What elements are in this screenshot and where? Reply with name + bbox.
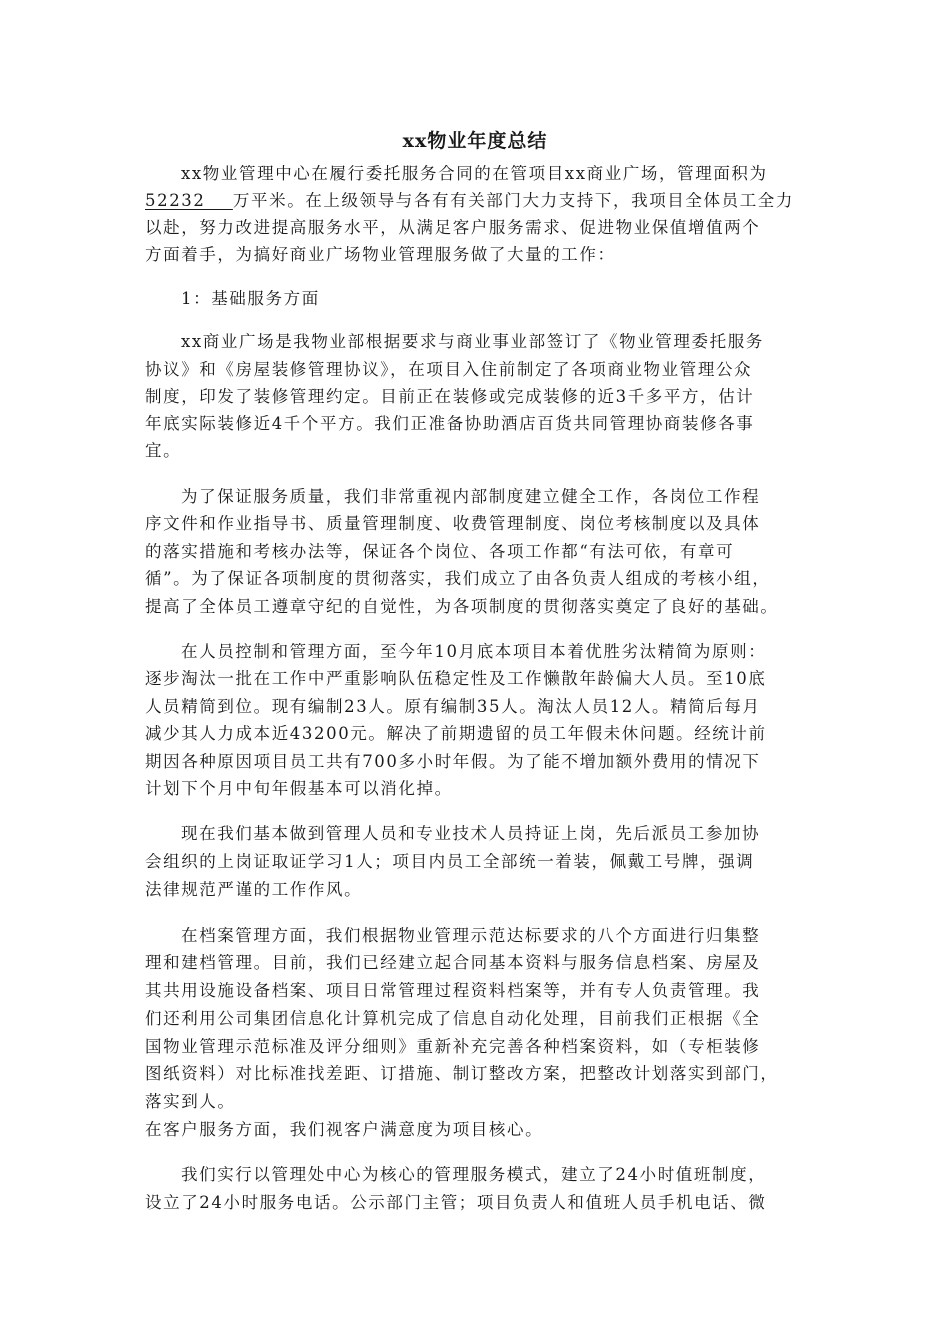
p2-line-5: 提高了全体员工遵章守纪的自觉性，为各项制度的贯彻落实奠定了良好的基础。 [145,597,779,616]
p5-line-2: 理和建档管理。目前，我们已经建立起合同基本资料与服务信息档案、房屋及 [145,953,761,972]
p4-line-1: 现在我们基本做到管理人员和专业技术人员持证上岗，先后派员工参加协 [181,824,761,843]
p3-line-1: 在人员控制和管理方面，至今年10月底本项目本着优胜劣汰精简为原则： [181,642,767,661]
p1-line-5: 宜。 [145,441,182,460]
p2-line-1: 为了保证服务质量，我们非常重视内部制度建立健全工作，各岗位工作程 [181,487,761,506]
p5-line-6: 图纸资料）对比标准找差距、订措施、制订整改方案，把整改计划落实到部门， [145,1064,779,1083]
intro-line-4: 方面着手，为搞好商业广场物业管理服务做了大量的工作： [145,245,616,264]
document-title: xx物业年度总结 [402,130,548,152]
p6-line-2: 设立了24小时服务电话。公示部门主管；项目负责人和值班人员手机电话、微 [145,1193,767,1212]
p3-line-4: 减少其人力成本近43200元。解决了前期遗留的员工年假未休问题。经统计前 [145,724,767,743]
p2-line-2: 序文件和作业指导书、质量管理制度、收费管理制度、岗位考核制度以及具体 [145,514,761,533]
intro-line-1: xx物业管理中心在履行委托服务合同的在管项目xx商业广场，管理面积为 [181,164,768,183]
intro-line-3: 以赴，努力改进提高服务水平，从满足客户服务需求、促进物业保值增值两个 [145,218,761,237]
p3-line-5: 期因各种原因项目员工共有700多小时年假。为了能不增加额外费用的情况下 [145,752,761,771]
p3-line-6: 计划下个月中旬年假基本可以消化掉。 [145,779,453,798]
p4-line-3: 法律规范严谨的工作作风。 [145,880,363,899]
p3-line-2: 逐步淘汰一批在工作中严重影响队伍稳定性及工作懒散年龄偏大人员。至10底 [145,669,767,688]
p5-line-1: 在档案管理方面，我们根据物业管理示范达标要求的八个方面进行归集整 [181,926,761,945]
intro-line-2 [145,191,794,211]
section-heading: 1：基础服务方面 [181,289,320,308]
p1-line-1: xx商业广场是我物业部根据要求与商业事业部签订了《物业管理委托服务 [181,332,764,351]
p2-line-3: 的落实措施和考核办法等，保证各个岗位、各项工作都“有法可依，有章可 [145,542,735,561]
p5-line-3: 其共用设施设备档案、项目日常管理过程资料档案等，并有专人负责管理。我 [145,981,761,1000]
p5-line-7: 落实到人。 [145,1092,236,1111]
p5-line-8: 在客户服务方面，我们视客户满意度为项目核心。 [145,1120,544,1139]
p5-line-4: 们还利用公司集团信息化计算机完成了信息自动化处理，目前我们正根据《全 [145,1009,761,1028]
p2-line-4: 循”。为了保证各项制度的贯彻落实，我们成立了由各负责人组成的考核小组， [145,569,771,588]
p5-line-5: 国物业管理示范标准及评分细则》重新补充完善各种档案资料，如（专柜装修 [145,1037,761,1056]
intro-line-2-rest: 万平米。在上级领导与各有有关部门大力支持下，我项目全体员工全力 [232,191,794,210]
p1-line-2: 协议》和《房屋装修管理协议》，在项目入住前制定了各项商业物业管理公众 [145,360,753,379]
p4-line-2: 会组织的上岗证取证学习1人；项目内员工全部统一着装，佩戴工号牌，强调 [145,852,755,871]
p3-line-3: 人员精简到位。现有编制23人。原有编制35人。淘汰人员12人。精简后每月 [145,697,761,716]
p1-line-3: 制度，印发了装修管理约定。目前正在装修或完成装修的近3千多平方，估计 [145,387,755,406]
p6-line-1: 我们实行以管理处中心为核心的管理服务模式，建立了24小时值班制度， [181,1165,767,1184]
p1-line-4: 年底实际装修近4千个平方。我们正准备协助酒店百货共同管理协商装修各事 [145,414,755,433]
area-value: 52232 [145,191,206,210]
